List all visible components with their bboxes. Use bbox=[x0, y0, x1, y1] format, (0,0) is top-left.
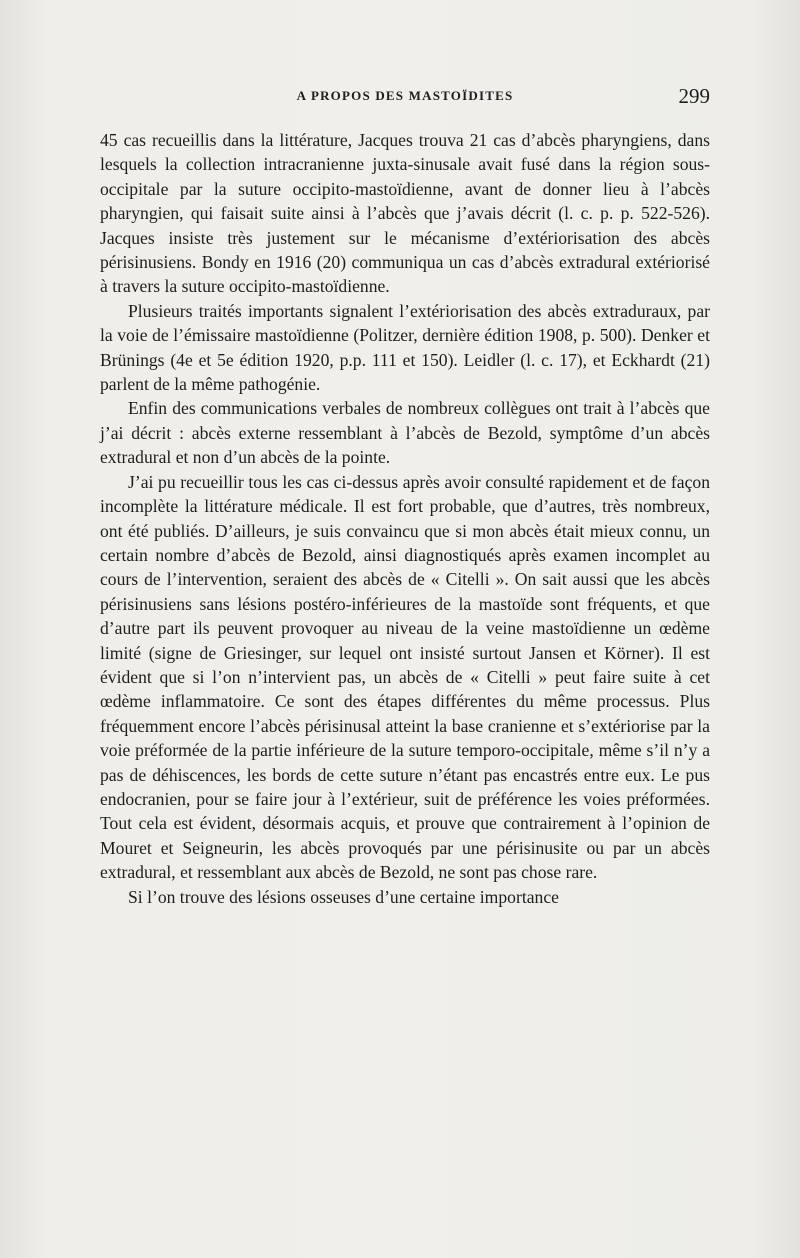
body-text bbox=[100, 128, 710, 909]
paragraph: J’ai pu recueillir tous les cas ci-dessus après avoir consulté rapidement et de façon incomplète la littérature médicale. Il est fort probable, que d’autres, très nombreux, ont été publiés. D’ailleurs, je suis convaincu que si mon abcès était mieux connu, un certain nombre d’abcès de Bezold, ainsi diagnostiqués après examen incomplet au cours de l’intervention, seraient des abcès de « Citelli ». On sait aussi que les abcès périsinusiens sans lésions postéro-inférieures de la mastoïde sont fréquents, et que d’autre part ils peuvent provoquer au niveau de la veine mastoïdienne un œdème limité (signe de Griesinger, sur lequel ont insisté surtout Jansen et Körner). Il est évident que si l’on n’intervient pas, un abcès de « Citelli » peut faire suite à cet œdème inflammatoire. Ce sont des étapes différentes du même processus. Plus fréquemment encore l’abcès périsinusal atteint la base cranienne et s’extériorise par la voie préformée de la partie inférieure de la suture temporo-occipitale, même s’il n’y a pas de déhiscences, les bords de cette suture n’étant pas encastrés entre eux. Le pus endocranien, pour se faire jour à l’extérieur, suit de préférence les voies préformées. Tout cela est évident, désormais acquis, et prouve que contrairement à l’opinion de Mouret et Seigneurin, les abcès provoqués par une périsinusite ou par un abcès extradural, et ressemblant aux abcès de Bezold, ne sont pas chose rare. bbox=[100, 471, 710, 883]
paragraph: Plusieurs traités importants signalent l’extériorisation des abcès extraduraux, par la voie de l’émissaire mastoïdienne (Politzer, dernière édition 1908, p. 500). Denker et Brünings (4e et 5e édition 1920, p.p. 111 et 150). Leidler (l. c. 17), et Eckhardt (21) parlent de la même pathogénie. bbox=[100, 300, 710, 395]
paragraph: Enfin des communications verbales de nombreux collègues ont trait à l’abcès que j’ai décrit : abcès externe ressemblant à l’abcès de Bezold, symptôme d’un abcès extradural et non d’un abcès de la pointe. bbox=[100, 398, 710, 468]
running-title: A PROPOS DES MASTOÏDITES bbox=[296, 88, 514, 103]
paragraph: Si l’on trouve des lésions osseuses d’une certaine importance bbox=[128, 886, 559, 907]
page-header bbox=[100, 84, 710, 112]
page-number: 299 bbox=[678, 84, 710, 108]
paragraph: 45 cas recueillis dans la littérature, Jacques trouva 21 cas d’abcès pharyngiens, dans lesquels la collection intracranienne juxta-sinusale avait fusé dans la région sous-occipitale par la suture occipito-mastoïdienne, avant de donner lieu à l’abcès pharyngien, qui faisait suite ainsi à l’abcès que j’avais décrit (l. c. p. p. 522-526). Jacques insiste très justement sur le mécanisme d’extériorisation des abcès périsinusiens. Bondy en 1916 (20) communiqua un cas d’abcès extradural extériorisé à travers la suture occipito-mastoïdienne. bbox=[100, 130, 710, 297]
